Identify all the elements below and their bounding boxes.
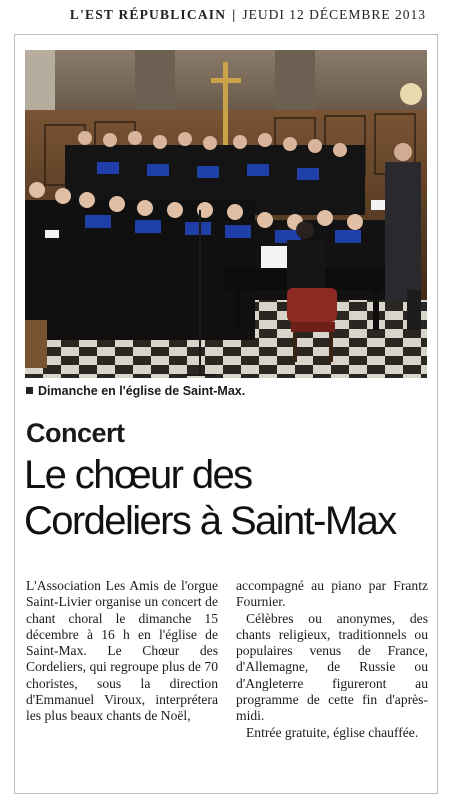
photo-caption: [26, 384, 426, 398]
choir-photo-illustration: [25, 50, 427, 378]
body-paragraph-program: Célèbres ou anonymes, des chants religieux, traditionnels ou populaires venus de France, d'Allemagne, de Russie ou d'Angleterre figureront au programme de cette fin d'après-midi.: [236, 610, 428, 724]
article-kicker: Concert: [26, 418, 125, 448]
window-light: [25, 50, 55, 120]
choir-photo: [25, 50, 427, 378]
wooden-bench: [25, 320, 47, 368]
newspaper-name: L'EST RÉPUBLICAIN: [69, 7, 227, 22]
headline-line-2: Cordeliers à Saint-Max: [24, 499, 396, 543]
headline-line-1: Le chœur des: [24, 453, 252, 497]
body-paragraph: L'Association Les Amis de l'orgue Saint-Livier organise un concert de chant choral le dimanche 15 décembre à 16 h en l'église de Saint-Max. Le Chœur des Cordeliers, qui regroupe plus de 70 choristes, sous la direction d'Emmanuel Viroux, interprétera les plus beaux chants de Noël,: [26, 578, 218, 724]
caption-text: Dimanche en l'église de Saint-Max.: [38, 384, 246, 398]
caption-bullet-square: [26, 387, 33, 394]
masthead-separator: |: [232, 7, 237, 22]
article-headline: [24, 452, 434, 544]
lamp-light: [400, 83, 422, 105]
body-paragraph-admission: Entrée gratuite, église chauffée.: [246, 724, 419, 740]
masthead: [0, 0, 464, 30]
issue-date: JEUDI 12 DÉCEMBRE 2013: [242, 7, 426, 22]
body-paragraph-continued: accompagné au piano par Frantz Fournier.: [236, 578, 428, 610]
article-column-right: [236, 578, 428, 741]
conductor: [385, 143, 421, 330]
article-column-left: [26, 578, 218, 725]
